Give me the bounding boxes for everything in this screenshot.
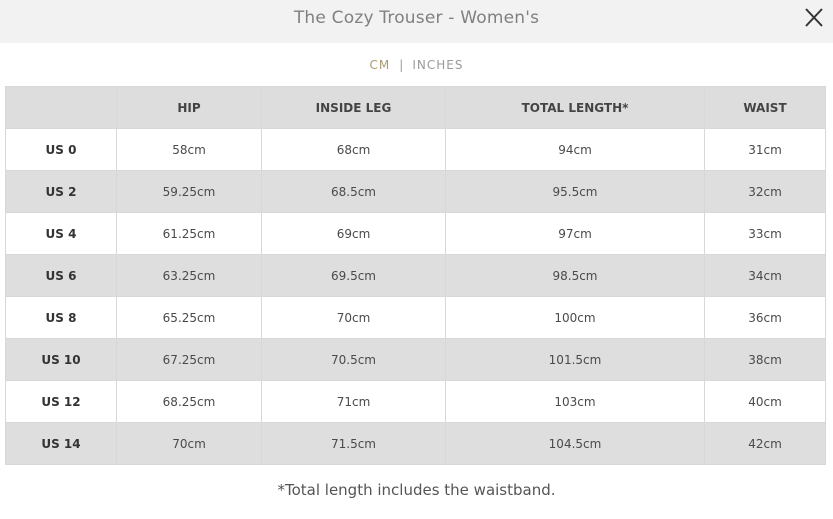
table-row [6,255,826,297]
inside-leg-cell: 71.5cm [262,423,446,465]
table-row [6,171,826,213]
modal-title: The Cozy Trouser - Women's [293,8,540,28]
unit-cm-option[interactable]: CM [369,58,391,72]
table-row [6,129,826,171]
size-label: US 6 [6,255,117,297]
inside-leg-cell: 70cm [262,297,446,339]
size-table [5,86,826,465]
size-label: US 2 [6,171,117,213]
hip-cell: 63.25cm [117,255,262,297]
waist-cell: 38cm [705,339,826,381]
total-length-cell: 104.5cm [446,423,705,465]
total-length-cell: 94cm [446,129,705,171]
size-label: US 8 [6,297,117,339]
hip-cell: 70cm [117,423,262,465]
column-header-total-length: TOTAL LENGTH* [446,87,705,129]
column-header-hip: HIP [117,87,262,129]
column-header-inside-leg: INSIDE LEG [262,87,446,129]
close-button[interactable] [803,5,825,29]
hip-cell: 67.25cm [117,339,262,381]
table-row [6,423,826,465]
inside-leg-cell: 68.5cm [262,171,446,213]
waist-cell: 31cm [705,129,826,171]
column-header-size [6,87,117,129]
waist-cell: 33cm [705,213,826,255]
hip-cell: 58cm [117,129,262,171]
inside-leg-cell: 69.5cm [262,255,446,297]
total-length-cell: 98.5cm [446,255,705,297]
table-row [6,213,826,255]
table-row [6,381,826,423]
unit-separator: | [399,58,404,72]
unit-inches-option[interactable]: INCHES [412,58,464,72]
waist-cell: 32cm [705,171,826,213]
total-length-cell: 101.5cm [446,339,705,381]
hip-cell: 61.25cm [117,213,262,255]
close-icon [803,5,825,29]
hip-cell: 59.25cm [117,171,262,213]
size-label: US 12 [6,381,117,423]
waist-cell: 34cm [705,255,826,297]
size-label: US 4 [6,213,117,255]
total-length-cell: 95.5cm [446,171,705,213]
size-label: US 10 [6,339,117,381]
total-length-cell: 97cm [446,213,705,255]
inside-leg-cell: 68cm [262,129,446,171]
total-length-cell: 103cm [446,381,705,423]
table-row [6,297,826,339]
inside-leg-cell: 70.5cm [262,339,446,381]
waist-cell: 36cm [705,297,826,339]
total-length-cell: 100cm [446,297,705,339]
inside-leg-cell: 69cm [262,213,446,255]
size-label: US 14 [6,423,117,465]
column-header-waist: WAIST [705,87,826,129]
hip-cell: 68.25cm [117,381,262,423]
table-header-row [6,87,826,129]
size-label: US 0 [6,129,117,171]
unit-toggle [0,58,833,78]
hip-cell: 65.25cm [117,297,262,339]
table-row [6,339,826,381]
modal-header [0,0,833,43]
total-length-footnote: *Total length includes the waistband. [277,481,556,499]
waist-cell: 42cm [705,423,826,465]
inside-leg-cell: 71cm [262,381,446,423]
waist-cell: 40cm [705,381,826,423]
